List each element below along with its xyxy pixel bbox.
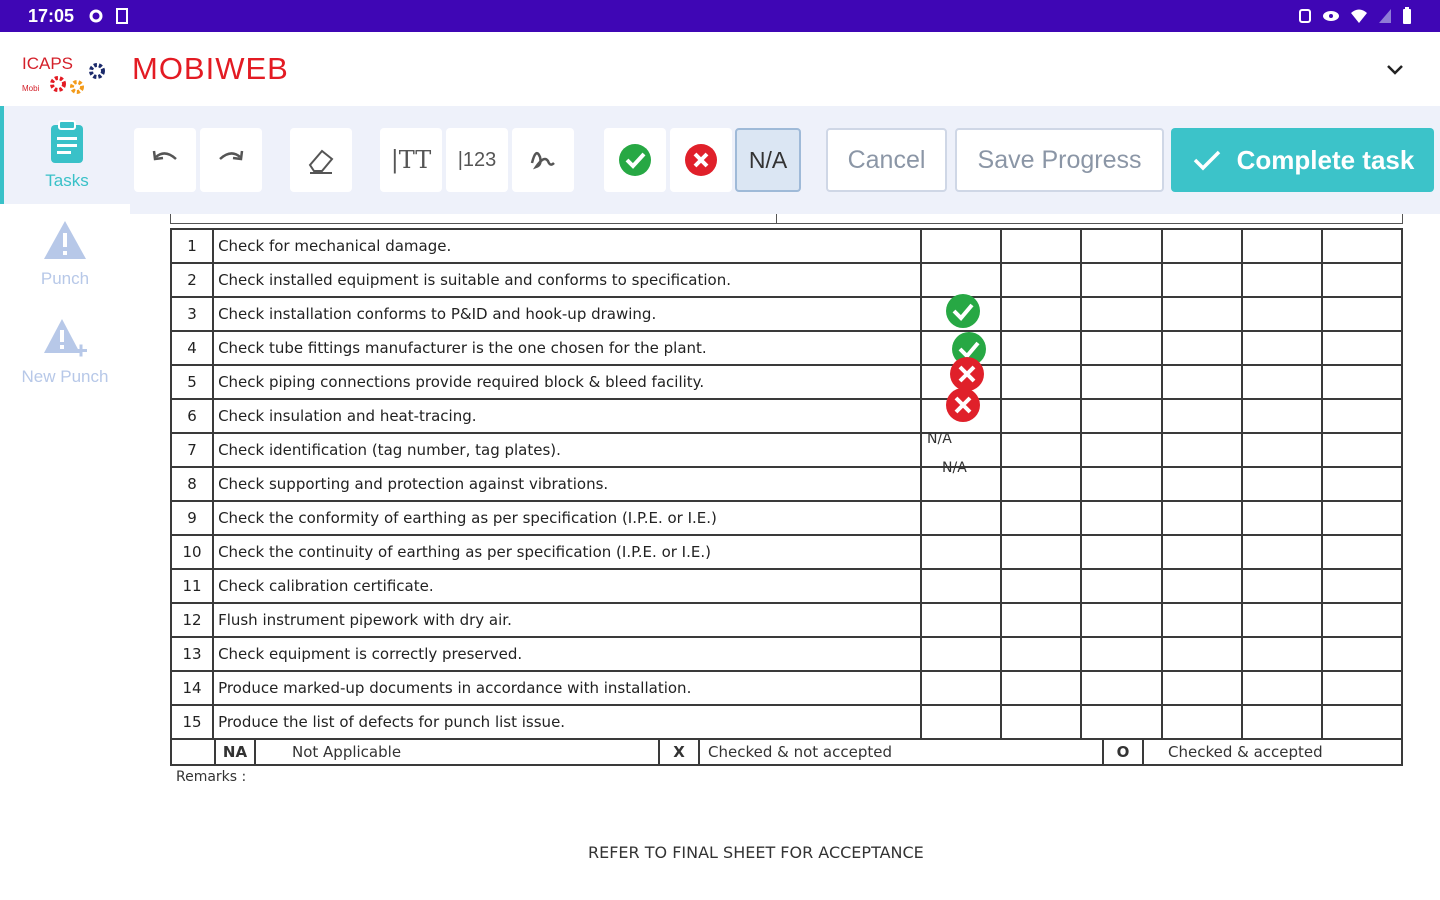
legend-spacer: [172, 740, 214, 764]
system-status-bar: [0, 0, 1440, 32]
number-tool-button[interactable]: [446, 128, 508, 192]
check-cell[interactable]: [1162, 331, 1242, 365]
na-annotation[interactable]: N/A: [927, 431, 952, 447]
nav-tasks[interactable]: [0, 106, 130, 204]
na-annotation[interactable]: N/A: [942, 460, 967, 476]
check-cell[interactable]: [1162, 263, 1242, 297]
check-cell[interactable]: [1322, 637, 1402, 671]
row-number: 10: [171, 535, 213, 569]
row-number: 3: [171, 297, 213, 331]
check-cell[interactable]: [1001, 365, 1081, 399]
text-tool-label: |TT: [390, 146, 432, 174]
reject-mark-row-6[interactable]: [945, 387, 981, 423]
table-header-edge: [170, 214, 1403, 224]
redo-icon: [214, 143, 248, 177]
warning-icon: [42, 217, 88, 263]
save-progress-button[interactable]: [955, 128, 1164, 192]
check-cell[interactable]: [1001, 637, 1081, 671]
nav-new-punch-label: New Punch: [21, 367, 109, 386]
check-cell[interactable]: [1001, 569, 1081, 603]
check-cell[interactable]: [1162, 399, 1242, 433]
check-cell[interactable]: [1162, 229, 1242, 263]
row-description: Check equipment is correctly preserved.: [213, 637, 921, 671]
row-description: Check installation conforms to P&ID and hook-up drawing.: [213, 297, 921, 331]
eye-icon: [1322, 8, 1340, 24]
row-description: Flush instrument pipework with dry air.: [213, 603, 921, 637]
table-row: [171, 399, 1402, 433]
row-description: Produce the list of defects for punch list issue.: [213, 705, 921, 739]
checkmark-icon: [1191, 144, 1223, 176]
table-row: [171, 535, 1402, 569]
checklist-legend: [170, 740, 1403, 766]
check-cell[interactable]: [1081, 365, 1161, 399]
footer-note: REFER TO FINAL SHEET FOR ACCEPTANCE: [588, 843, 924, 862]
check-cell[interactable]: [1162, 297, 1242, 331]
check-cell[interactable]: [1322, 399, 1402, 433]
chevron-down-icon[interactable]: [1384, 58, 1406, 80]
table-row: [171, 365, 1402, 399]
gear-orange-icon: [68, 78, 86, 96]
check-cell[interactable]: [1242, 671, 1322, 705]
row-number: 6: [171, 399, 213, 433]
na-mark-label: N/A: [748, 146, 788, 173]
eraser-icon: [304, 143, 338, 177]
check-cell[interactable]: [1162, 603, 1242, 637]
check-cell[interactable]: [1081, 637, 1161, 671]
row-number: 2: [171, 263, 213, 297]
accept-mark-button[interactable]: [604, 128, 666, 192]
check-cell[interactable]: [921, 705, 1001, 739]
row-description: Check insulation and heat-tracing.: [213, 399, 921, 433]
sim-icon: [114, 8, 130, 24]
table-row: [171, 569, 1402, 603]
row-number: 5: [171, 365, 213, 399]
check-cell[interactable]: [1322, 467, 1402, 501]
row-description: Check identification (tag number, tag plates).: [213, 433, 921, 467]
table-row: [171, 297, 1402, 331]
check-cell[interactable]: [1242, 705, 1322, 739]
row-number: 13: [171, 637, 213, 671]
check-cell[interactable]: [1001, 399, 1081, 433]
wifi-icon: [1350, 8, 1368, 24]
check-cell[interactable]: [1322, 535, 1402, 569]
row-description: Check supporting and protection against vibrations.: [213, 467, 921, 501]
row-description: Check the continuity of earthing as per specification (I.P.E. or I.E.): [213, 535, 921, 569]
battery-icon: [1402, 7, 1412, 25]
text-tool-button[interactable]: [380, 128, 442, 192]
check-cell[interactable]: [1242, 467, 1322, 501]
check-cell[interactable]: [1322, 501, 1402, 535]
app-header: [0, 32, 1440, 106]
check-cell[interactable]: [1081, 433, 1161, 467]
remarks-label: Remarks :: [176, 769, 247, 785]
check-cell[interactable]: [1001, 297, 1081, 331]
check-cell[interactable]: [921, 229, 1001, 263]
table-row: [171, 229, 1402, 263]
row-description: Check the conformity of earthing as per specification (I.P.E. or I.E.): [213, 501, 921, 535]
row-description: Produce marked-up documents in accordance with installation.: [213, 671, 921, 705]
check-cell[interactable]: [1322, 229, 1402, 263]
row-description: Check tube fittings manufacturer is the one chosen for the plant.: [213, 331, 921, 365]
check-cell[interactable]: [1081, 331, 1161, 365]
check-cell[interactable]: [1081, 569, 1161, 603]
table-row: [171, 603, 1402, 637]
check-cell[interactable]: [1081, 501, 1161, 535]
eraser-button[interactable]: [290, 128, 352, 192]
complete-task-label: Complete task: [1236, 144, 1415, 175]
check-cell[interactable]: [1162, 433, 1242, 467]
check-cell[interactable]: [1242, 331, 1322, 365]
check-cell[interactable]: [1162, 637, 1242, 671]
gear-red-icon: [48, 74, 68, 94]
nfc-icon: [1298, 8, 1312, 24]
check-cell[interactable]: [921, 637, 1001, 671]
check-cell[interactable]: [1081, 705, 1161, 739]
x-circle-icon: [684, 143, 718, 177]
legend-x-code: X: [658, 740, 698, 764]
nav-tasks-label: Tasks: [45, 171, 89, 190]
legend-o-text: Checked & accepted: [1142, 740, 1401, 764]
annotation-toolbar: [130, 106, 1440, 214]
legend-na-code: NA: [214, 740, 254, 764]
undo-button[interactable]: [134, 128, 196, 192]
check-cell[interactable]: [1242, 297, 1322, 331]
check-cell[interactable]: [1242, 501, 1322, 535]
check-circle-icon: [618, 143, 652, 177]
table-row: [171, 671, 1402, 705]
row-number: 4: [171, 331, 213, 365]
nav-new-punch[interactable]: [0, 302, 130, 400]
check-cell[interactable]: [1081, 399, 1161, 433]
check-cell[interactable]: [1322, 365, 1402, 399]
check-cell[interactable]: [1322, 569, 1402, 603]
check-cell[interactable]: [1001, 263, 1081, 297]
check-cell[interactable]: [1001, 535, 1081, 569]
legend-na-text: Not Applicable: [254, 740, 658, 764]
signature-icon: [526, 143, 560, 177]
logo-text: ICAPS: [22, 54, 74, 73]
check-cell[interactable]: [1081, 297, 1161, 331]
check-cell[interactable]: [1162, 365, 1242, 399]
table-row: [171, 705, 1402, 739]
check-cell[interactable]: [1162, 671, 1242, 705]
check-cell[interactable]: [921, 569, 1001, 603]
warning-add-icon: [42, 315, 88, 361]
row-number: 1: [171, 229, 213, 263]
check-cell[interactable]: [1081, 535, 1161, 569]
logo-mini-text: Mobi: [22, 84, 40, 93]
check-cell[interactable]: [1322, 331, 1402, 365]
na-mark-button[interactable]: [735, 128, 801, 192]
check-cell[interactable]: [921, 603, 1001, 637]
row-number: 11: [171, 569, 213, 603]
row-number: 14: [171, 671, 213, 705]
check-cell[interactable]: [1001, 467, 1081, 501]
nav-punch-label: Punch: [40, 269, 90, 288]
check-cell[interactable]: [1242, 603, 1322, 637]
cancel-label: Cancel: [847, 145, 926, 174]
check-cell[interactable]: [1242, 365, 1322, 399]
check-cell[interactable]: [921, 263, 1001, 297]
row-number: 12: [171, 603, 213, 637]
row-description: Check installed equipment is suitable and conforms to specification.: [213, 263, 921, 297]
check-cell[interactable]: [1322, 603, 1402, 637]
settings-icon: [88, 8, 104, 24]
check-cell[interactable]: [1162, 467, 1242, 501]
check-cell[interactable]: [921, 501, 1001, 535]
check-cell[interactable]: [1001, 705, 1081, 739]
gear-navy-icon: [86, 60, 108, 82]
signal-icon: [1378, 8, 1392, 24]
table-row: [171, 467, 1402, 501]
checklist-table: [170, 228, 1403, 740]
check-cell[interactable]: [1162, 569, 1242, 603]
left-nav: [0, 106, 130, 900]
check-cell[interactable]: [1162, 705, 1242, 739]
clipboard-icon: [44, 119, 90, 165]
check-cell[interactable]: [921, 671, 1001, 705]
legend-x-text: Checked & not accepted: [698, 740, 1102, 764]
check-cell[interactable]: [1081, 467, 1161, 501]
row-number: 15: [171, 705, 213, 739]
legend-o-code: O: [1102, 740, 1142, 764]
signature-button[interactable]: [512, 128, 574, 192]
status-time: 17:05: [28, 5, 75, 26]
row-number: 9: [171, 501, 213, 535]
check-cell[interactable]: [1162, 501, 1242, 535]
table-row: [171, 501, 1402, 535]
nav-punch[interactable]: [0, 204, 130, 302]
check-cell[interactable]: [1081, 263, 1161, 297]
check-cell[interactable]: [1001, 229, 1081, 263]
check-cell[interactable]: [1001, 331, 1081, 365]
checklist-document[interactable]: [130, 214, 1440, 900]
check-cell[interactable]: [1081, 229, 1161, 263]
cancel-button[interactable]: [826, 128, 947, 192]
row-number: 7: [171, 433, 213, 467]
check-cell[interactable]: [1322, 263, 1402, 297]
check-cell[interactable]: [1001, 501, 1081, 535]
check-cell[interactable]: [1322, 705, 1402, 739]
status-right-icons: [1298, 7, 1412, 25]
save-progress-label: Save Progress: [977, 145, 1142, 174]
accept-mark-row-3[interactable]: [945, 293, 981, 329]
row-description: Check calibration certificate.: [213, 569, 921, 603]
app-title: MOBIWEB: [132, 51, 289, 86]
table-row: [171, 637, 1402, 671]
app-logo: [20, 44, 112, 94]
table-row: [171, 263, 1402, 297]
check-cell[interactable]: [1001, 671, 1081, 705]
redo-button[interactable]: [200, 128, 262, 192]
check-cell[interactable]: [1081, 671, 1161, 705]
check-cell[interactable]: [1242, 229, 1322, 263]
check-cell[interactable]: [1322, 671, 1402, 705]
check-cell[interactable]: [1322, 433, 1402, 467]
check-cell[interactable]: [921, 535, 1001, 569]
check-cell[interactable]: [1242, 535, 1322, 569]
check-cell[interactable]: [1322, 297, 1402, 331]
check-cell[interactable]: [1242, 637, 1322, 671]
row-description: Check piping connections provide required block & bleed facility.: [213, 365, 921, 399]
check-cell[interactable]: [1001, 433, 1081, 467]
table-row: [171, 331, 1402, 365]
number-tool-label: |123: [457, 148, 497, 171]
check-cell[interactable]: [1081, 603, 1161, 637]
row-description: Check for mechanical damage.: [213, 229, 921, 263]
complete-task-button[interactable]: [1171, 128, 1434, 192]
undo-icon: [148, 143, 182, 177]
table-row: [171, 433, 1402, 467]
check-cell[interactable]: [1162, 535, 1242, 569]
check-cell[interactable]: [1001, 603, 1081, 637]
reject-mark-button[interactable]: [670, 128, 732, 192]
check-cell[interactable]: [1242, 263, 1322, 297]
check-cell[interactable]: [1242, 399, 1322, 433]
row-number: 8: [171, 467, 213, 501]
check-cell[interactable]: [1242, 433, 1322, 467]
check-cell[interactable]: [1242, 569, 1322, 603]
